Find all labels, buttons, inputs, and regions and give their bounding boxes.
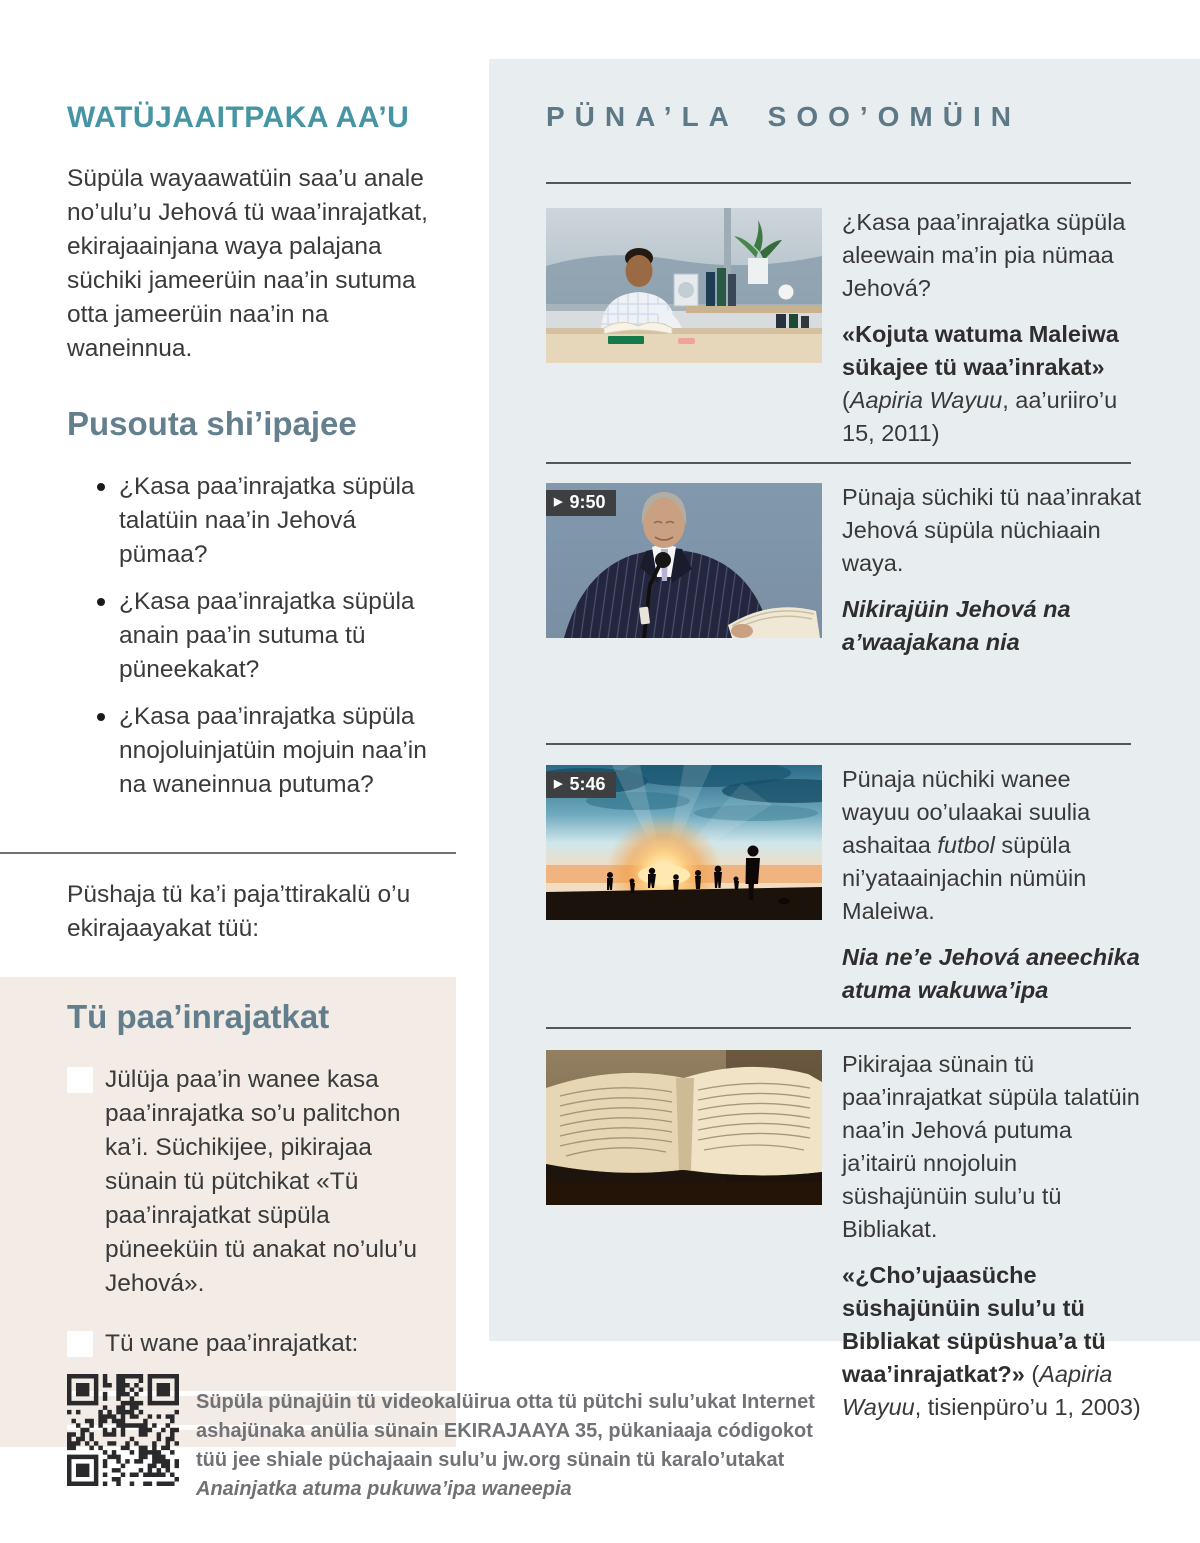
ref-open: ( xyxy=(842,387,850,413)
video-description xyxy=(842,763,1144,928)
desc-post: süpüla ni’yataainjachin nümüin Maleiwa. xyxy=(842,832,1087,924)
open-bible-closeup-illustration xyxy=(546,1050,822,1205)
play-icon: ▶ xyxy=(554,778,563,790)
footer-line: ashajünaka anülia sünain EKIRAJAAYA 35, pükaniaaja códigokot xyxy=(196,1420,813,1442)
discussion-subheading: Pusouta shi’ipajee xyxy=(67,405,357,442)
video-title: Nia ne’e Jehová aneechika atuma wakuwa’ipa xyxy=(842,944,1140,1003)
footer-line: Süpüla pünajüin tü videokalüirua otta tü pütchi sulu’ukat Internet xyxy=(196,1391,815,1413)
list-item xyxy=(97,700,449,802)
divider xyxy=(546,182,1131,184)
desc-pre: Pünaja nüchiki wanee wayuu oo’ulaakai suulia ashaitaa xyxy=(842,766,1091,858)
video-thumbnail-sunset[interactable] xyxy=(546,765,822,920)
speaker-video-text xyxy=(842,481,1144,659)
video-description: Pünaja süchiki tü naa’inrakat Jehová süpüla nüchiaain waya. xyxy=(842,484,1142,576)
ref-issue: , tisienpüro’u 1, 2003) xyxy=(914,1394,1141,1420)
lesson-column xyxy=(0,0,456,1447)
section-heading: WATÜJAAITPAKA AA’U xyxy=(67,101,410,134)
question-text: ¿Kasa paa’inrajatka süpüla nnojoluinjatüin mojuin naa’in na waneinnua putuma? xyxy=(119,703,427,798)
question-text: ¿Kasa paa’inrajatka süpüla talatüin naa’in Jehová pümaa? xyxy=(119,473,415,568)
publication-name: Aapiria Wayuu xyxy=(849,387,1003,413)
video-duration-badge xyxy=(546,490,616,516)
study-article-image xyxy=(546,208,822,363)
question-text: ¿Kasa paa’inrajatka süpüla aleewain ma’in pia nümaa Jehová? xyxy=(842,209,1126,301)
bullet-icon xyxy=(97,598,105,606)
checkbox[interactable] xyxy=(67,1067,93,1093)
question-text: ¿Kasa paa’inrajatka süpüla anain paa’in sutuma tü püneekakat? xyxy=(119,588,415,683)
goals-heading: Tü paa’inrajatkat xyxy=(67,998,330,1035)
video-duration: 9:50 xyxy=(569,492,606,512)
footer-line: tüü jee shiale püchajaain sulu’u jw.org sünain tü karalo’utakat xyxy=(196,1449,785,1471)
sunset-video-text xyxy=(842,763,1144,1007)
goal-item xyxy=(67,1327,436,1361)
man-studying-bible-at-desk-illustration xyxy=(546,208,822,363)
divider xyxy=(546,1027,1131,1029)
footer-line-italic: Anainjatka atuma pukuwa’ipa waneepia xyxy=(196,1478,572,1500)
list-item xyxy=(97,585,449,687)
video-duration: 5:46 xyxy=(569,774,606,794)
panel-heading: PÜNA’LA SOO’OMÜIN xyxy=(546,101,1021,132)
goal-text: Tü wane paa’inrajatkat: xyxy=(105,1330,359,1357)
article-title: «¿Cho’ujaasüche süshajünüin sulu’u tü Bibliakat süpüshua’a tü waa’inrajatkat?» xyxy=(842,1262,1106,1387)
video-title: Nikirajüin Jehová na a’waajakana nia xyxy=(842,596,1071,655)
qr-code xyxy=(67,1374,179,1486)
video-duration-badge xyxy=(546,772,616,798)
ref-issue: , aa’uriiro’u 15, 2011) xyxy=(842,387,1118,446)
write-date-prompt: Püshaja tü ka’i paja’ttirakalü o’u ekirajaayakat tüü: xyxy=(67,881,411,942)
reference-text xyxy=(842,1259,1144,1424)
divider xyxy=(546,462,1131,464)
bullet-icon xyxy=(97,713,105,721)
bible-article-text xyxy=(842,1048,1144,1424)
goal-text: Jülüja paa’in wanee kasa paa’inrajatka so’u palitchon ka’i. Süchikijee, pikirajaa sünain tü pütchikat «Tü paa’inrajatkat süpüla püneeküin tü anakat no’ulu’u Jehová». xyxy=(105,1066,417,1297)
list-item xyxy=(97,470,449,572)
reference-text xyxy=(842,318,1144,450)
bullet-icon xyxy=(97,483,105,491)
play-icon: ▶ xyxy=(554,496,563,508)
article-title: «Kojuta watuma Maleiwa sükajee tü waa’inrakat» xyxy=(842,321,1119,380)
ref-open: ( xyxy=(1024,1361,1040,1387)
intro-paragraph: Süpüla wayaawatüin saa’u anale no’ulu’u Jehová tü waa’inrajatkat, ekirajaainjana waya palajana süchiki jameerüin naa’in sutuma otta jameerüin naa’in na waneinnua. xyxy=(67,165,428,362)
article-description: Pikirajaa sünain tü paa’inrajatkat süpüla talatüin naa’in Jehová putuma ja’itairü nnojoluin süshajünüin sulu’u tü Bibliakat. xyxy=(842,1051,1140,1242)
study-article-text xyxy=(842,206,1144,450)
publication-name: Aapiria Wayuu xyxy=(842,1361,1113,1420)
bible-article-image xyxy=(546,1050,822,1205)
desc-italic: futbol xyxy=(937,832,995,858)
divider xyxy=(0,852,456,854)
video-thumbnail-speaker[interactable] xyxy=(546,483,822,638)
footer-note xyxy=(196,1388,815,1504)
divider xyxy=(546,743,1131,745)
question-list xyxy=(97,470,449,802)
goal-item xyxy=(67,1063,436,1301)
checkbox[interactable] xyxy=(67,1331,93,1357)
